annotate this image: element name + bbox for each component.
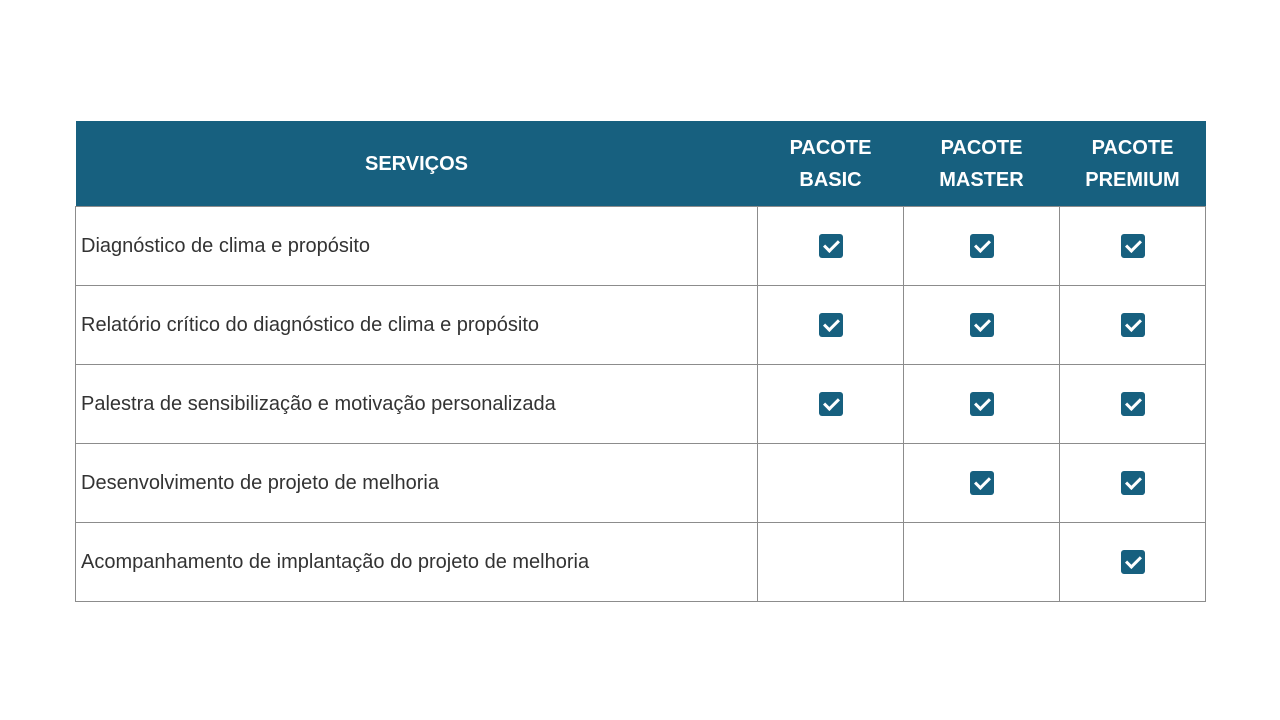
header-premium-line1: PACOTE [1091, 136, 1174, 159]
header-basic [758, 121, 904, 207]
header-services: SERVIÇOS [76, 121, 758, 207]
checkbox-checked-icon [970, 313, 994, 337]
service-name: Palestra de sensibilização e motivação personalizada [76, 365, 758, 444]
table-row [76, 286, 1206, 365]
checkbox-checked-icon [1121, 471, 1145, 495]
header-premium-line2: PREMIUM [1085, 168, 1180, 191]
checkbox-checked-icon [1121, 313, 1145, 337]
cell-basic [758, 444, 904, 523]
checkbox-checked-icon [819, 392, 843, 416]
table-row [76, 207, 1206, 286]
checkbox-checked-icon [1121, 234, 1145, 258]
header-master-line2: MASTER [939, 168, 1024, 191]
cell-basic [758, 365, 904, 444]
table-row [76, 523, 1206, 602]
checkbox-checked-icon [819, 313, 843, 337]
checkbox-checked-icon [819, 234, 843, 258]
table-row [76, 444, 1206, 523]
service-name: Relatório crítico do diagnóstico de clima e propósito [76, 286, 758, 365]
cell-premium [1060, 444, 1206, 523]
cell-master [904, 365, 1060, 444]
header-premium [1060, 121, 1206, 207]
cell-master [904, 523, 1060, 602]
checkbox-checked-icon [970, 392, 994, 416]
header-master [904, 121, 1060, 207]
header-row [76, 121, 1206, 207]
cell-master [904, 444, 1060, 523]
cell-basic [758, 523, 904, 602]
header-basic-line1: PACOTE [789, 136, 872, 159]
cell-premium [1060, 286, 1206, 365]
checkbox-checked-icon [1121, 392, 1145, 416]
cell-premium [1060, 523, 1206, 602]
table-row [76, 365, 1206, 444]
cell-master [904, 207, 1060, 286]
service-name: Diagnóstico de clima e propósito [76, 207, 758, 286]
cell-master [904, 286, 1060, 365]
header-master-line1: PACOTE [940, 136, 1023, 159]
cell-premium [1060, 207, 1206, 286]
service-name: Acompanhamento de implantação do projeto de melhoria [76, 523, 758, 602]
pricing-table [75, 121, 1206, 602]
checkbox-checked-icon [970, 234, 994, 258]
service-name: Desenvolvimento de projeto de melhoria [76, 444, 758, 523]
checkbox-checked-icon [970, 471, 994, 495]
checkbox-checked-icon [1121, 550, 1145, 574]
cell-premium [1060, 365, 1206, 444]
cell-basic [758, 286, 904, 365]
header-basic-line2: BASIC [799, 168, 862, 191]
cell-basic [758, 207, 904, 286]
